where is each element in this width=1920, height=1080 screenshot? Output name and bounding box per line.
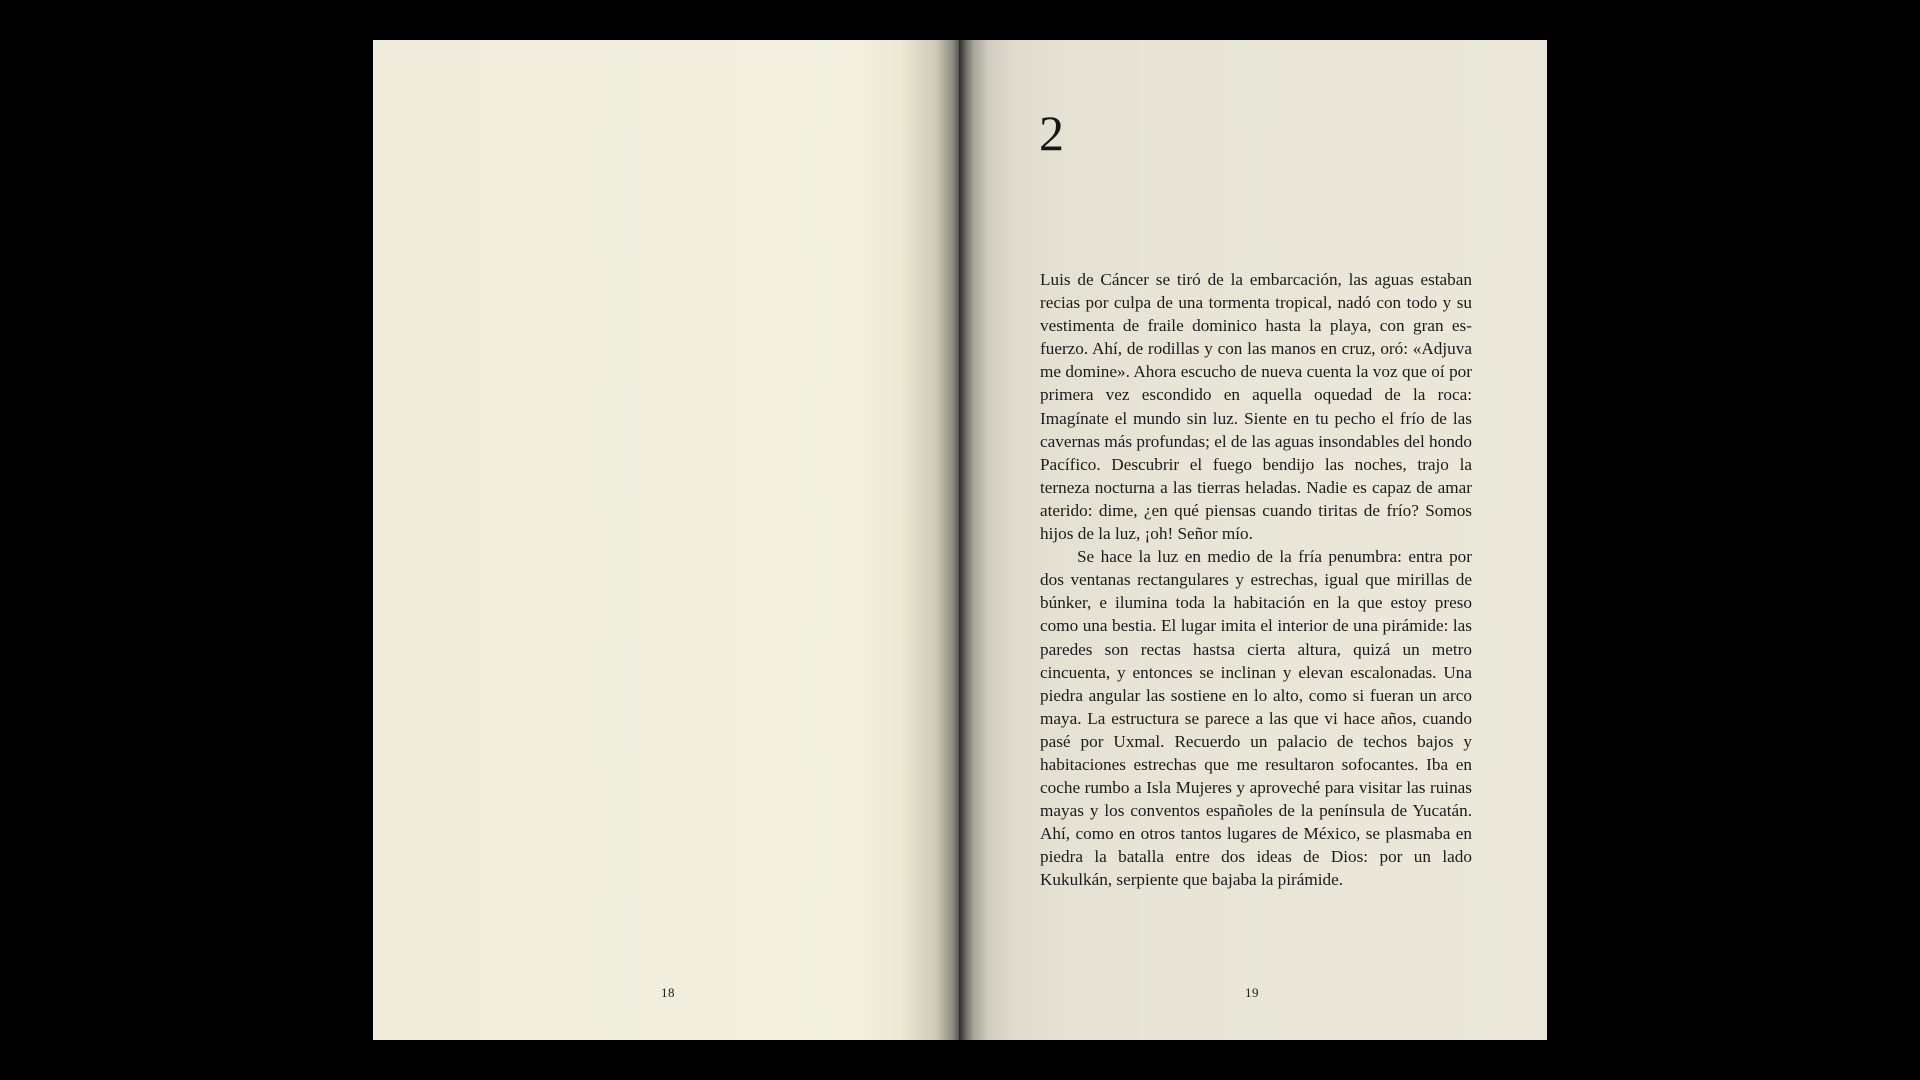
chapter-number: 2 (1039, 105, 1064, 161)
right-page-number: 19 (1245, 985, 1259, 1000)
right-page (959, 40, 1547, 1040)
chapter-body (1040, 268, 1472, 892)
book-spread (373, 40, 1547, 1040)
paragraph-1: Luis de Cáncer se tiró de la embarcación, las aguas estaban recias por culpa de una tormenta tropical, nadó con todo y su vestimenta de fraile dominico hasta la playa, con gran esfuerzo. Ahí, de rodillas y con las manos en cruz, oró: «Adjuva me domine». Ahora escucho de nueva cuenta la voz que oí por primera vez escondido en aquella oquedad de la roca: Imagínate el mundo sin luz. Siente en tu pecho el frío de las cavernas más profundas; el de las aguas insondables del hondo Pacífico. Descubrir el fuego bendijo las noches, trajo la terneza nocturna a las tierras heladas. Nadie es capaz de amar aterido: dime, ¿en qué piensas cuando tiritas de frío? Somos hijos de la luz, ¡oh! Señor mío. (1040, 270, 1472, 544)
left-page (373, 40, 959, 1040)
paragraph-2: Se hace la luz en medio de la fría penumbra: entra por dos ventanas rectangulares y estrechas, igual que mirillas de búnker, e ilumina toda la habitación en la que estoy preso como una bestia. El lugar imita el interior de una pirámide: las paredes son rectas hastsa cierta altura, quizá un metro cincuenta, y entonces se inclinan y elevan escalonadas. Una piedra angular las sostiene en lo alto, como si fueran un arco maya. La estructura se parece a las que vi hace años, cuando pasé por Uxmal. Recuerdo un palacio de techos bajos y habitaciones estrechas que me resultaron sofocantes. Iba en coche rumbo a Isla Mujeres y aproveché para visitar las ruinas mayas y los conventos españoles de la península de Yucatán. Ahí, como en otros tantos lugares de México, se plasmaba en piedra la batalla entre dos ideas de Dios: por un lado Kukulkán, serpiente que bajaba la pirámide. (1040, 547, 1472, 890)
left-page-number: 18 (661, 985, 675, 1000)
